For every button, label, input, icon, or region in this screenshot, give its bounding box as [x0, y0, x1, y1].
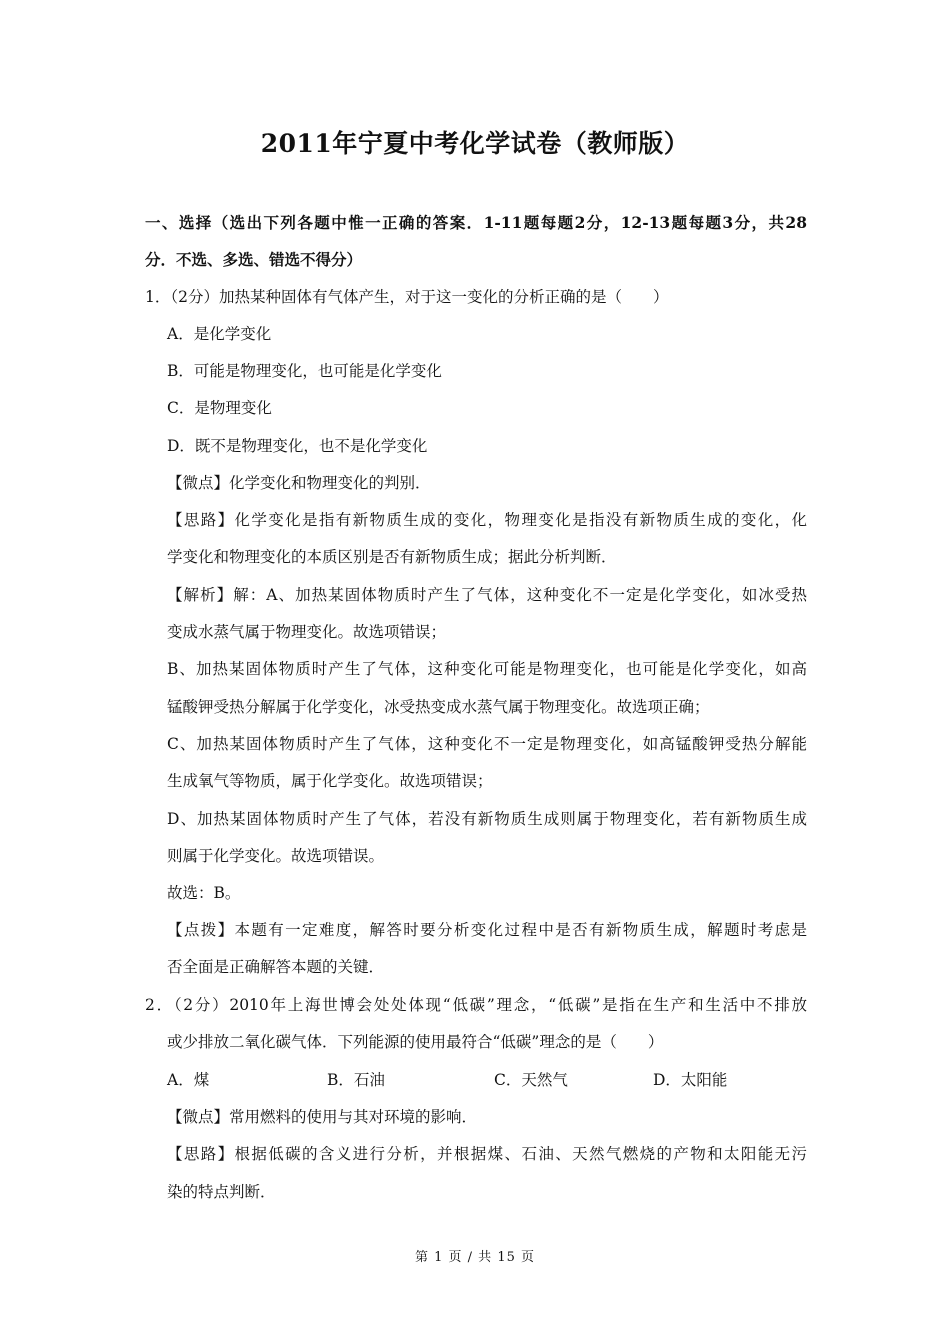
- q1-jiexi-line6: 生成氧气等物质，属于化学变化。故选项错误；: [167, 772, 493, 790]
- q1-jiexi-line5: C、加热某固体物质时产生了气体，这种变化不一定是物理变化，如高锰酸钾受热分解能: [167, 735, 807, 753]
- q1-dianbo-line2: 否全面是正确解答本题的关键．: [167, 958, 385, 976]
- q2-stem-line1: 2．（2分）2010年上海世博会处处体现“低碳”理念，“低碳”是指在生产和生活中不排放: [145, 996, 807, 1014]
- q1-option-a: A．是化学变化: [167, 325, 272, 343]
- q1-option-c: C．是物理变化: [167, 399, 272, 417]
- q1-silu-line1: 【思路】化学变化是指有新物质生成的变化，物理变化是指没有新物质生成的变化，化: [167, 511, 807, 529]
- q1-jiexi-line7: D、加热某固体物质时产生了气体，若没有新物质生成则属于物理变化，若有新物质生成: [167, 810, 807, 828]
- page-title: 2011年宁夏中考化学试卷（教师版）: [260, 129, 690, 158]
- q1-option-d: D．既不是物理变化，也不是化学变化: [167, 437, 428, 455]
- q2-option-b: B．石油: [327, 1071, 385, 1089]
- section-heading-line2: 分．不选、多选、错选不得分）: [145, 250, 363, 269]
- q2-option-a: A．煤: [167, 1071, 210, 1089]
- q2-weidian: 【微点】常用燃料的使用与其对环境的影响．: [167, 1108, 478, 1126]
- q2-silu-line1: 【思路】根据低碳的含义进行分析，并根据煤、石油、天然气燃烧的产物和太阳能无污: [167, 1145, 807, 1163]
- q1-answer: 故选：B。: [167, 884, 241, 902]
- q1-weidian: 【微点】化学变化和物理变化的判别．: [167, 474, 431, 492]
- q2-option-d: D．太阳能: [653, 1071, 728, 1089]
- q1-silu-line2: 学变化和物理变化的本质区别是否有新物质生成；据此分析判断．: [167, 548, 617, 566]
- q1-option-b: B．可能是物理变化，也可能是化学变化: [167, 362, 442, 380]
- q1-jiexi-line8: 则属于化学变化。故选项错误。: [167, 847, 385, 865]
- q1-dianbo-line1: 【点拨】本题有一定难度，解答时要分析变化过程中是否有新物质生成，解题时考虑是: [167, 921, 807, 939]
- q1-jiexi-line1: 【解析】解：A、加热某固体物质时产生了气体，这种变化不一定是化学变化，如冰受热: [167, 586, 807, 604]
- q1-jiexi-line3: B、加热某固体物质时产生了气体，这种变化可能是物理变化，也可能是化学变化，如高: [167, 660, 807, 678]
- q1-stem: 1．（2分）加热某种固体有气体产生，对于这一变化的分析正确的是（ ）: [145, 288, 669, 306]
- q2-stem-line2: 或少排放二氧化碳气体．下列能源的使用最符合“低碳”理念的是（ ）: [167, 1033, 664, 1051]
- section-heading-line1: 一、选择（选出下列各题中惟一正确的答案．1-11题每题2分，12-13题每题3分，共28: [145, 213, 807, 232]
- page-footer: 第 1 页 / 共 15 页: [415, 1250, 535, 1265]
- q1-jiexi-line2: 变成水蒸气属于物理变化。故选项错误；: [167, 623, 447, 641]
- q2-silu-line2: 染的特点判断．: [167, 1183, 276, 1201]
- q1-jiexi-line4: 锰酸钾受热分解属于化学变化，冰受热变成水蒸气属于物理变化。故选项正确；: [167, 698, 710, 716]
- q2-option-c: C．天然气: [494, 1071, 568, 1089]
